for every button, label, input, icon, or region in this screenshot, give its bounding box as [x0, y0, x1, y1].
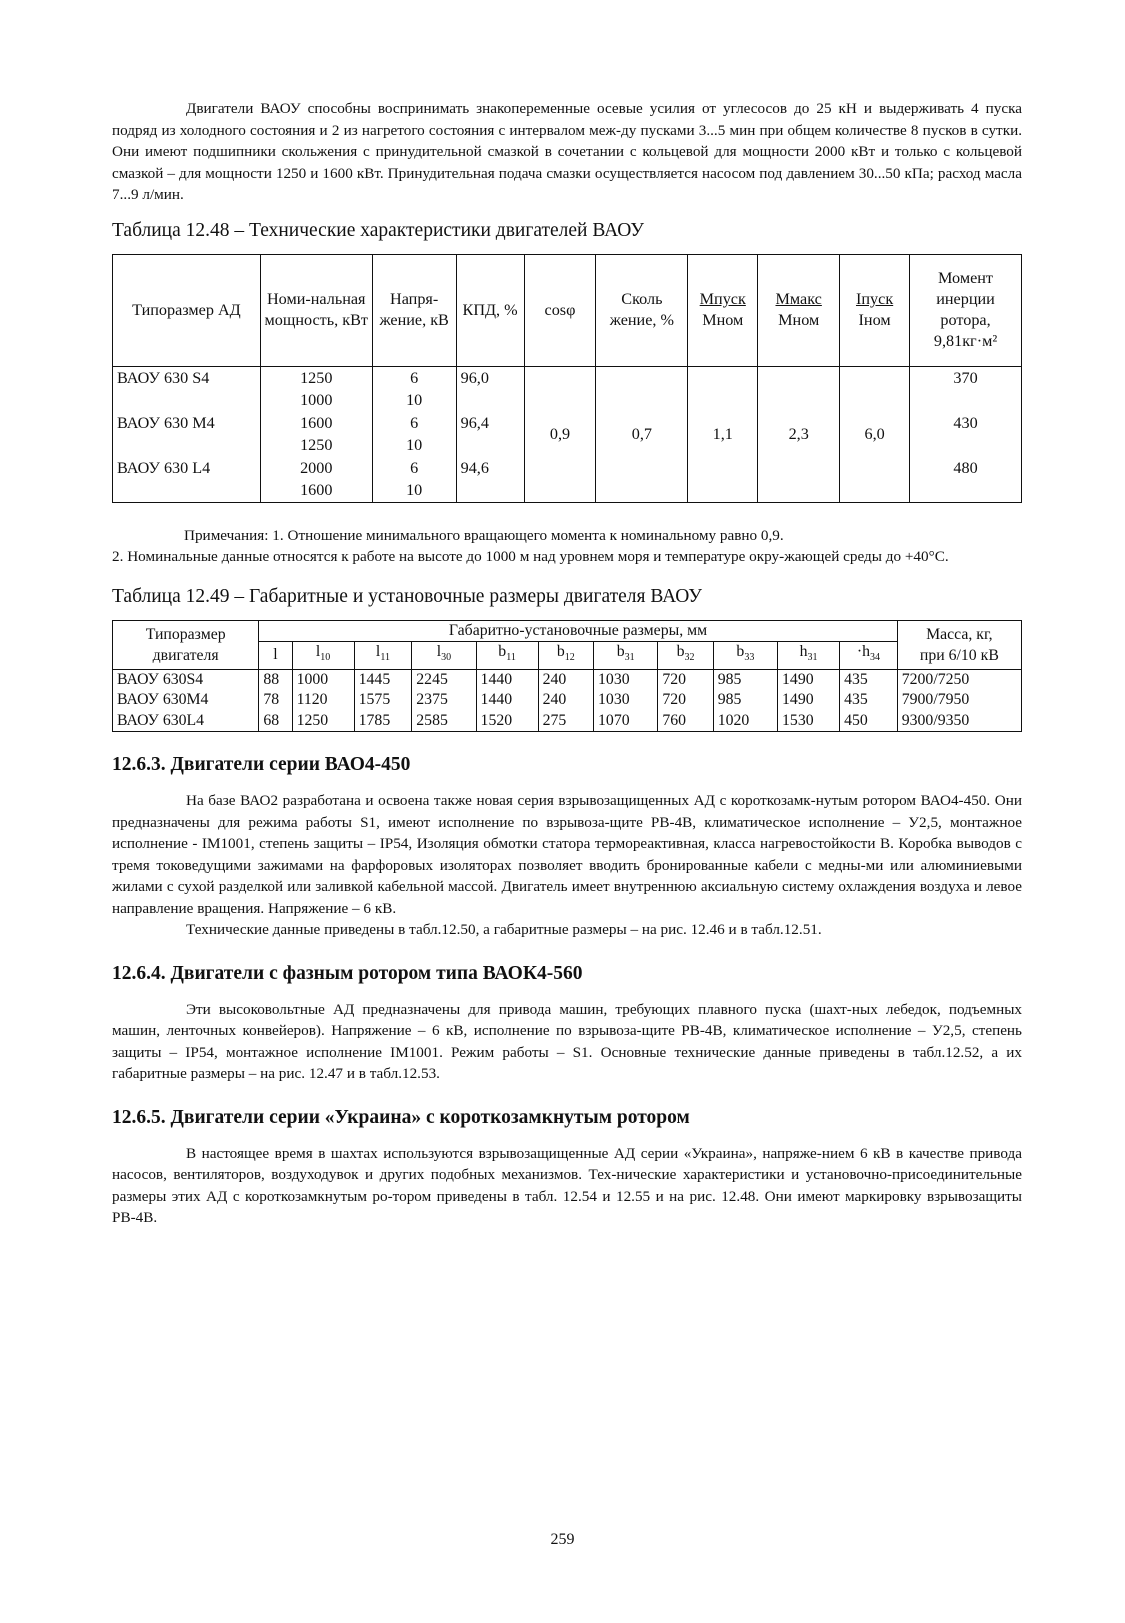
th-col-49-sub: 34: [869, 652, 880, 664]
cell-dim: 88: [259, 669, 292, 690]
cell-dim: 985: [713, 690, 777, 711]
cell-dim: 1490: [778, 690, 840, 711]
cell-dim: 1520: [476, 711, 538, 732]
th-col-49-sub: 33: [744, 652, 755, 664]
cell-dim: 720: [658, 669, 713, 690]
th-col-49-base: h: [799, 643, 808, 660]
cell-power: 2000: [260, 457, 372, 480]
th-col-49: [713, 642, 777, 670]
th-col-49-base: b: [736, 643, 745, 660]
table-row-size: ВАОУ 630S4: [113, 669, 259, 690]
cell-power: 1600: [260, 479, 372, 502]
note-2: 2. Номинальные данные относятся к работе на высоте до 1000 м над уровнем моря и температуре окру-жающей среды до +40°С.: [112, 548, 949, 565]
cell-istart: 6,0: [840, 366, 910, 502]
th-mmax: [758, 254, 840, 366]
cell-power: 1250: [260, 434, 372, 457]
cell-voltage: 6: [372, 412, 456, 435]
cell-inertia: [910, 434, 1022, 457]
cell-dim: 1490: [778, 669, 840, 690]
table-row-size: ВАОУ 630L4: [113, 711, 259, 732]
cell-mass: 7200/7250: [897, 669, 1021, 690]
istart-den: Iном: [858, 311, 891, 329]
th-mass-49-l2: при 6/10 кВ: [919, 646, 999, 664]
th-power: Номи-нальная мощность, кВт: [260, 254, 372, 366]
cell-dim: 1030: [594, 690, 658, 711]
cell-eff: [456, 479, 524, 502]
cell-dim: 1030: [594, 669, 658, 690]
cell-voltage: 10: [372, 434, 456, 457]
th-col-49-sub: 31: [807, 652, 818, 664]
cell-dim: 435: [840, 669, 898, 690]
cell-eff: [456, 389, 524, 412]
cell-dim: 2245: [412, 669, 476, 690]
section-12-6-4-title: 12.6.4. Двигатели с фазным ротором типа ВАОК4-560: [112, 962, 583, 984]
th-col-49-sub: 10: [320, 652, 331, 664]
section-12-6-3-title: 12.6.3. Двигатели серии ВАО4-450: [112, 754, 411, 776]
cell-dim: 435: [840, 690, 898, 711]
table-row-size: ВАОУ 630 L4: [113, 457, 261, 480]
cell-dim: 1020: [713, 711, 777, 732]
cell-dim: 450: [840, 711, 898, 732]
cell-dim: 240: [538, 669, 593, 690]
th-col-49: [778, 642, 840, 670]
th-efficiency: КПД, %: [456, 254, 524, 366]
cell-inertia: 370: [910, 366, 1022, 389]
th-col-49-sub: 30: [441, 652, 452, 664]
cell-mmax: 2,3: [758, 366, 840, 502]
th-col-49-sub: 31: [624, 652, 635, 664]
cell-cos: 0,9: [524, 366, 596, 502]
table-12-49: [112, 620, 1022, 733]
mstart-den: Мном: [702, 311, 744, 329]
cell-dim: 760: [658, 711, 713, 732]
cell-dim: 240: [538, 690, 593, 711]
cell-dim: 275: [538, 711, 593, 732]
th-col-49-sub: 12: [564, 652, 575, 664]
table-row-size: [113, 479, 261, 502]
th-voltage: Напря-жение, кВ: [372, 254, 456, 366]
cell-inertia: [910, 389, 1022, 412]
th-col-49-sub: 11: [506, 652, 516, 664]
cell-dim: 68: [259, 711, 292, 732]
page: [112, 98, 1022, 1229]
cell-eff: [456, 434, 524, 457]
intro-paragraph: Двигатели ВАОУ способны воспринимать знакопеременные осевые усилия от углесосов до 25 кН и выдерживать 4 пуска подряд из холодного состояния и 2 из нагретого состояния с интервалом меж-ду пусками 3...5 мин при общем количестве 8 пусков в сутки. Они имеют подшипники скольжения с принудительной смазкой в сочетании с кольцевой для мощности 2000 кВт и только с кольцевой смазкой – для мощности 1250 и 1600 кВт. Принудительная подача смазки осуществляется насосом под давлением 30...50 кПа; расход масла 7...9 л/мин.: [112, 100, 1022, 203]
cell-mass: 9300/9350: [897, 711, 1021, 732]
cell-mstart: 1,1: [688, 366, 758, 502]
cell-dim: 1250: [292, 711, 354, 732]
mstart-num: Мпуск: [699, 290, 746, 308]
cell-dim: 1070: [594, 711, 658, 732]
section-12-6-5-p1: В настоящее время в шахтах используются взрывозащищенные АД серии «Украина», напряже-нием 6 кВ в качестве привода насосов, вентиляторов, воздуходувок и других подобных механизмов. Тех-нические характеристики и установочно-присоединительные размеры этих АД с короткозамкнутым ро-тором приведены в табл. 12.54 и 12.55 и на рис. 12.48. Они имеют маркировку взрывозащиты РВ-4В.: [112, 1144, 1022, 1227]
th-istart: [840, 254, 910, 366]
cell-inertia: [910, 479, 1022, 502]
cell-power: 1250: [260, 366, 372, 389]
cell-eff: 96,0: [456, 366, 524, 389]
th-col-49-base: l: [315, 643, 321, 660]
cell-inertia: 480: [910, 457, 1022, 480]
th-col-49: [658, 642, 713, 670]
section-12-6-3-p2: Технические данные приведены в табл.12.50, а габаритные размеры – на рис. 12.46 и в табл.12.51.: [186, 921, 822, 939]
cell-power: 1000: [260, 389, 372, 412]
cell-dim: 720: [658, 690, 713, 711]
cell-power: 1600: [260, 412, 372, 435]
th-size: Типоразмер АД: [113, 254, 261, 366]
mmax-den: Мном: [778, 311, 820, 329]
table-row-size: ВАОУ 630 М4: [113, 412, 261, 435]
cell-voltage: 10: [372, 389, 456, 412]
mmax-num: Ммакс: [775, 290, 822, 308]
cell-dim: 1440: [476, 669, 538, 690]
th-size-49-l2: двигателя: [152, 646, 219, 664]
th-col-49-base: b: [498, 643, 507, 660]
th-col-49-base: b: [556, 643, 565, 660]
th-col-49: l: [259, 642, 292, 670]
th-inertia: Момент инерции ротора, 9,81кг·м²: [910, 254, 1022, 366]
table-12-49-caption: Таблица 12.49 – Габаритные и установочные размеры двигателя ВАОУ: [112, 585, 703, 607]
cell-dim: 1000: [292, 669, 354, 690]
th-col-49: [292, 642, 354, 670]
cell-dim: 78: [259, 690, 292, 711]
cell-dim: 1445: [354, 669, 412, 690]
th-col-49: [412, 642, 476, 670]
section-12-6-4-p1: Эти высоковольтные АД предназначены для привода машин, требующих плавного пуска (шахт-ных лебедок, подъемных машин, ленточных конвейеров). Напряжение – 6 кВ, исполнение по взрывоза-щите РВ-4В, климатическое исполнение – У2,5, степень защиты – IP54, монтажное исполнение IM1001. Режим работы – S1. Основные технические данные приведены в табл.12.52, а их габаритные размеры – на рис. 12.47 и в табл.12.53.: [112, 1000, 1022, 1083]
cell-dim: 1575: [354, 690, 412, 711]
th-col-49: [538, 642, 593, 670]
table-row-size: [113, 434, 261, 457]
th-col-49: [476, 642, 538, 670]
th-slip: Сколь жение, %: [596, 254, 688, 366]
cell-eff: 94,6: [456, 457, 524, 480]
th-mstart: [688, 254, 758, 366]
table-notes: [112, 525, 1022, 568]
table-12-48-caption: Таблица 12.48 – Технические характеристики двигателей ВАОУ: [112, 219, 645, 241]
th-col-49-base: ·h: [856, 643, 870, 660]
th-col-49-base: l: [436, 643, 442, 660]
cell-eff: 96,4: [456, 412, 524, 435]
th-col-49: [594, 642, 658, 670]
th-group-49: Габаритно-установочные размеры, мм: [259, 620, 897, 642]
th-col-49-sub: 32: [684, 652, 695, 664]
cell-voltage: 6: [372, 457, 456, 480]
page-number: 259: [550, 1531, 575, 1548]
cell-voltage: 10: [372, 479, 456, 502]
cell-dim: 985: [713, 669, 777, 690]
th-size-49-l1: Типоразмер: [145, 625, 226, 643]
th-col-49-base: b: [616, 643, 625, 660]
th-mass-49-l1: Масса, кг,: [926, 625, 993, 643]
cell-dim: 2375: [412, 690, 476, 711]
th-cos: cosφ: [524, 254, 596, 366]
table-row-size: ВАОУ 630 S4: [113, 366, 261, 389]
section-12-6-5-title: 12.6.5. Двигатели серии «Украина» с короткозамкнутым ротором: [112, 1106, 690, 1128]
th-col-49-base: b: [676, 643, 685, 660]
th-mass-49: [897, 620, 1021, 669]
cell-dim: 1785: [354, 711, 412, 732]
table-12-48: [112, 254, 1022, 503]
cell-dim: 1530: [778, 711, 840, 732]
istart-num: Iпуск: [855, 290, 894, 308]
cell-voltage: 6: [372, 366, 456, 389]
cell-dim: 2585: [412, 711, 476, 732]
note-1: Примечания: 1. Отношение минимального вращающего момента к номинальному равно 0,9.: [184, 526, 784, 544]
cell-dim: 1440: [476, 690, 538, 711]
th-col-49: [354, 642, 412, 670]
cell-slip: 0,7: [596, 366, 688, 502]
cell-dim: 1120: [292, 690, 354, 711]
table-row-size: [113, 389, 261, 412]
section-12-6-3-p1: На базе ВАО2 разработана и освоена также новая серия взрывозащищенных АД с короткозамк-нутым ротором ВАО4-450. Они предназначены для режима работы S1, имеют исполнение по взрывоза-щите РВ-4В, климатическое исполнение – У2,5, монтажное исполнение - IM1001, степень защиты – IP54, Изоляция обмотки статора термореактивная, класса нагревостойкости В. Коробка выводов с тремя токоведущими зажимами на фарфоровых изоляторах позволяет вводить бронированные кабели с медны-ми или алюминиевыми жилами с сухой разделкой или заливкой кабельной массой. Двигатель имеет внутреннюю аксиальную систему охлаждения воздуха и левое направление вращения. Напряжение – 6 кВ.: [112, 792, 1022, 917]
th-col-49: [840, 642, 898, 670]
th-col-49-sub: 11: [380, 652, 390, 664]
th-size-49: [113, 620, 259, 669]
th-col-49-base: l: [375, 643, 381, 660]
cell-inertia: 430: [910, 412, 1022, 435]
cell-mass: 7900/7950: [897, 690, 1021, 711]
table-row-size: ВАОУ 630М4: [113, 690, 259, 711]
